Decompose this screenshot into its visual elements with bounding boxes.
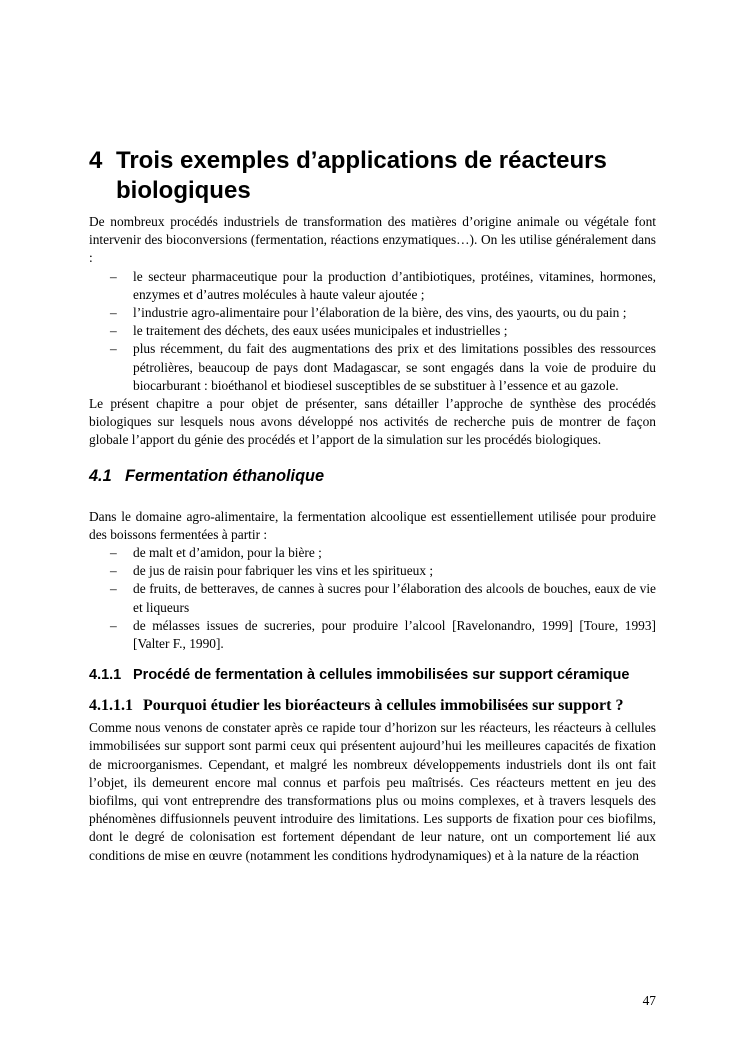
list-item: – de jus de raisin pour fabriquer les vins et les spiritueux ;	[133, 562, 656, 580]
section-4-1-paragraph: Dans le domaine agro-alimentaire, la fermentation alcoolique est essentiellement utilisée pour produire des boissons fermentées à partir :	[89, 508, 656, 542]
chapter-title: Trois exemples d’applications de réacteurs biologiques	[116, 147, 607, 204]
section-4-1-1-1-paragraph: Comme nous venons de constater après ce rapide tour d’horizon sur les réacteurs, les réacteurs à cellules immobilisées sur support sont parmi ceux qui présentent aujourd’hui les meilleures capacités de fixation de microorganismes. Cependant, et malgré les nombreux développements industriels dont ils ont fait l’objet, ils demeurent encore mal connus et parfois peu maîtrisés. Ces réacteurs mettent en jeu des biofilms, qui vont entreprendre des transformations plus ou moins complexes, et à travers lesquels des phénomènes diffusionnels peuvent introduire des limitations. Les supports de fixation pour ces biofilms, dont le degré de colonisation est fortement dépendant de leur nature, ont un comportement lié aux conditions de mise en œuvre (notamment les conditions hydrodynamiques) et à la nature de la réaction	[89, 720, 656, 863]
intro-paragraph: De nombreux procédés industriels de transformation des matières d’origine animale ou végétale font intervenir des bioconversions (fermentation, réactions enzymatiques…). On les utilise généralement dans :	[89, 214, 656, 266]
section-number: 4.1.1.1	[89, 697, 133, 715]
section-4-1-list	[89, 544, 656, 653]
section-heading-4-1	[89, 466, 656, 486]
section-title: Pourquoi étudier les bioréacteurs à cellules immobilisées sur support ?	[143, 697, 624, 715]
section-heading-4-1-1-1	[89, 696, 656, 715]
page-content	[89, 146, 656, 865]
list-item: – le traitement des déchets, des eaux usées municipales et industrielles ;	[133, 322, 656, 340]
section-number: 4.1.1	[89, 667, 122, 684]
chapter-heading	[89, 146, 656, 206]
list-item: – plus récemment, du fait des augmentations des prix et des limitations possibles des ressources pétrolières, beaucoup de pays dont Madagascar, se sont engagés dans la voie de produire du biocarburant : bioéthanol et biodiesel susceptibles de se substituer à l’essence et au gazole.	[133, 340, 656, 395]
intro-closing-paragraph: Le présent chapitre a pour objet de présenter, sans détailler l’approche de synthèse des procédés biologiques sur lesquels nous avons développé nos activités de recherche puis de montrer de façon globale l’apport du génie des procédés et l’apport de la simulation sur les procédés biologiques.	[89, 396, 656, 448]
list-item: – l’industrie agro-alimentaire pour l’élaboration de la bière, des vins, des yaourts, ou du pain ;	[133, 304, 656, 322]
section-number: 4.1	[89, 466, 112, 485]
chapter-number: 4	[89, 147, 103, 174]
section-title: Procédé de fermentation à cellules immobilisées sur support céramique	[133, 667, 630, 684]
list-item: – de mélasses issues de sucreries, pour produire l’alcool [Ravelonandro, 1999] [Toure, 1993] [Valter F., 1990].	[133, 617, 656, 653]
intro-list	[89, 268, 656, 395]
list-item: – de fruits, de betteraves, de cannes à sucres pour l’élaboration des alcools de bouches, eaux de vie et liqueurs	[133, 580, 656, 616]
page-number: 47	[642, 993, 656, 1008]
list-item: – de malt et d’amidon, pour la bière ;	[133, 544, 656, 562]
section-heading-4-1-1	[89, 666, 656, 684]
list-item: – le secteur pharmaceutique pour la production d’antibiotiques, protéines, vitamines, hormones, enzymes et d’autres molécules à haute valeur ajoutée ;	[133, 268, 656, 304]
section-title: Fermentation éthanolique	[125, 466, 325, 485]
